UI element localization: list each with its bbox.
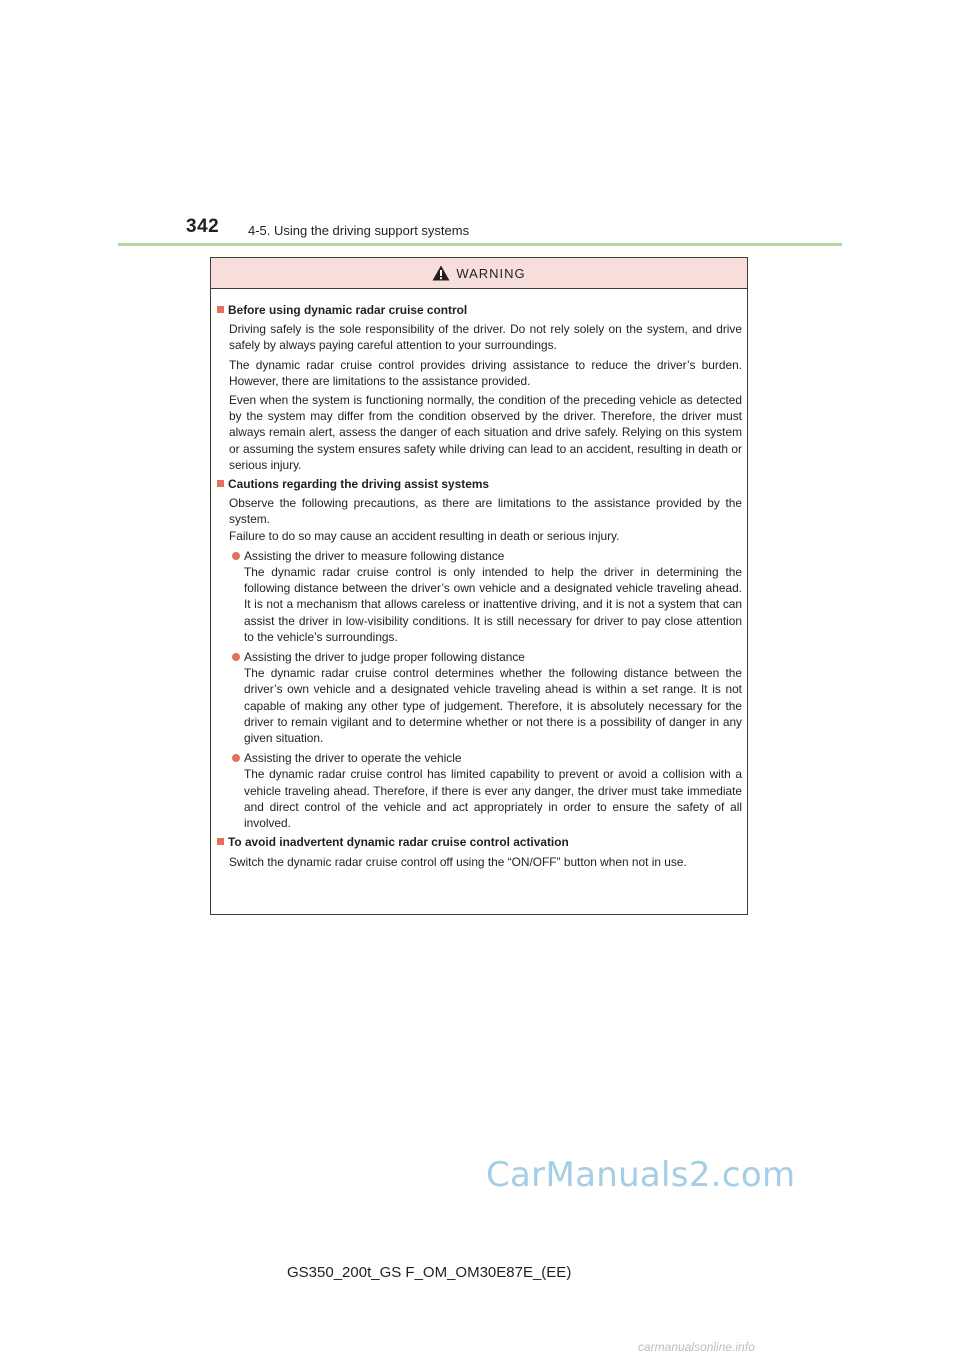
paragraph-line: Observe the following precautions, as there are limitations to the assistance provided by the system. bbox=[229, 496, 742, 527]
square-bullet-icon bbox=[217, 306, 224, 313]
square-bullet-icon bbox=[217, 838, 224, 845]
bullet-text: The dynamic radar cruise control has limited capability to prevent or avoid a collision with a vehicle traveling ahead. Therefore, if there is ever any danger, the driver must take immediate and direct control of the vehicle and act appropriately in order to ensure the safety of all involved. bbox=[244, 767, 742, 831]
watermark-logo: CarManuals2.com bbox=[486, 1155, 796, 1195]
bullet-title: Assisting the driver to operate the vehicle bbox=[244, 751, 462, 766]
bullet-text: The dynamic radar cruise control determines whether the following distance between the driver’s own vehicle and a designated vehicle traveling ahead is within a set range. It is not capable of making any other type of judgement. Therefore, it is absolutely necessary for the driver to remain vigilant and to determine whether or not there is a possibility of danger in any given situation. bbox=[244, 666, 742, 746]
section-heading-text: Before using dynamic radar cruise control bbox=[228, 303, 468, 317]
bullet-item bbox=[232, 548, 742, 645]
dot-bullet-icon bbox=[232, 754, 240, 762]
bullet-text: The dynamic radar cruise control is only intended to help the driver in determining the following distance between the driver’s own vehicle and a designated vehicle traveling ahead. It is not a mechanism that allows careless or inattentive driving, and it is not a system that can assist the driver in low-visibility conditions. It is still necessary for driver to pay close attention to the vehicle’s surroundings. bbox=[244, 565, 742, 644]
section-heading-text: Cautions regarding the driving assist systems bbox=[228, 477, 490, 492]
bullet-title: Assisting the driver to measure following distance bbox=[244, 548, 505, 563]
bullet-item bbox=[232, 649, 742, 746]
paragraph bbox=[229, 495, 742, 544]
bullet-item bbox=[232, 750, 742, 831]
section-heading bbox=[217, 302, 742, 318]
bullet-content bbox=[244, 750, 742, 831]
warning-label: WARNING bbox=[456, 265, 526, 281]
warning-box bbox=[210, 257, 748, 915]
dot-bullet-icon bbox=[232, 552, 240, 560]
section-heading bbox=[217, 834, 742, 850]
dot-bullet-icon bbox=[232, 653, 240, 661]
warning-header bbox=[211, 258, 747, 289]
paragraph: Driving safely is the sole responsibility of the driver. Do not rely solely on the system, and drive safely by always paying careful attention to your surroundings. bbox=[229, 322, 742, 353]
square-bullet-icon bbox=[217, 480, 224, 487]
bullet-content bbox=[244, 548, 742, 645]
page-number: 342 bbox=[186, 216, 220, 237]
bullet-title: Assisting the driver to judge proper following distance bbox=[244, 650, 525, 665]
source-watermark: carmanualsonline.info bbox=[638, 1340, 755, 1354]
warning-triangle-icon bbox=[432, 265, 450, 281]
paragraph: Even when the system is functioning normally, the condition of the preceding vehicle as detected by the system may differ from the condition observed by the driver. Therefore, the driver must always remain alert, assess the danger of each situation and drive safely. Relying on this system or assuming the system ensures safety while driving can lead to an accident, resulting in death or serious injury. bbox=[229, 393, 742, 472]
paragraph: The dynamic radar cruise control provides driving assistance to reduce the driver’s burden. However, there are limitations to the assistance provided. bbox=[229, 357, 742, 388]
bullet-content bbox=[244, 649, 742, 746]
paragraph: Switch the dynamic radar cruise control off using the “ON/OFF” button when not in use. bbox=[229, 854, 687, 869]
section-title: 4-5. Using the driving support systems bbox=[248, 223, 470, 238]
footer-code: GS350_200t_GS F_OM_OM30E87E_(EE) bbox=[287, 1264, 572, 1281]
warning-body bbox=[211, 289, 747, 870]
section-heading bbox=[217, 476, 742, 492]
paragraph-line: Failure to do so may cause an accident resulting in death or serious injury. bbox=[229, 528, 620, 543]
section-heading-text: To avoid inadvertent dynamic radar cruise control activation bbox=[228, 835, 569, 850]
header-rule bbox=[118, 243, 842, 246]
